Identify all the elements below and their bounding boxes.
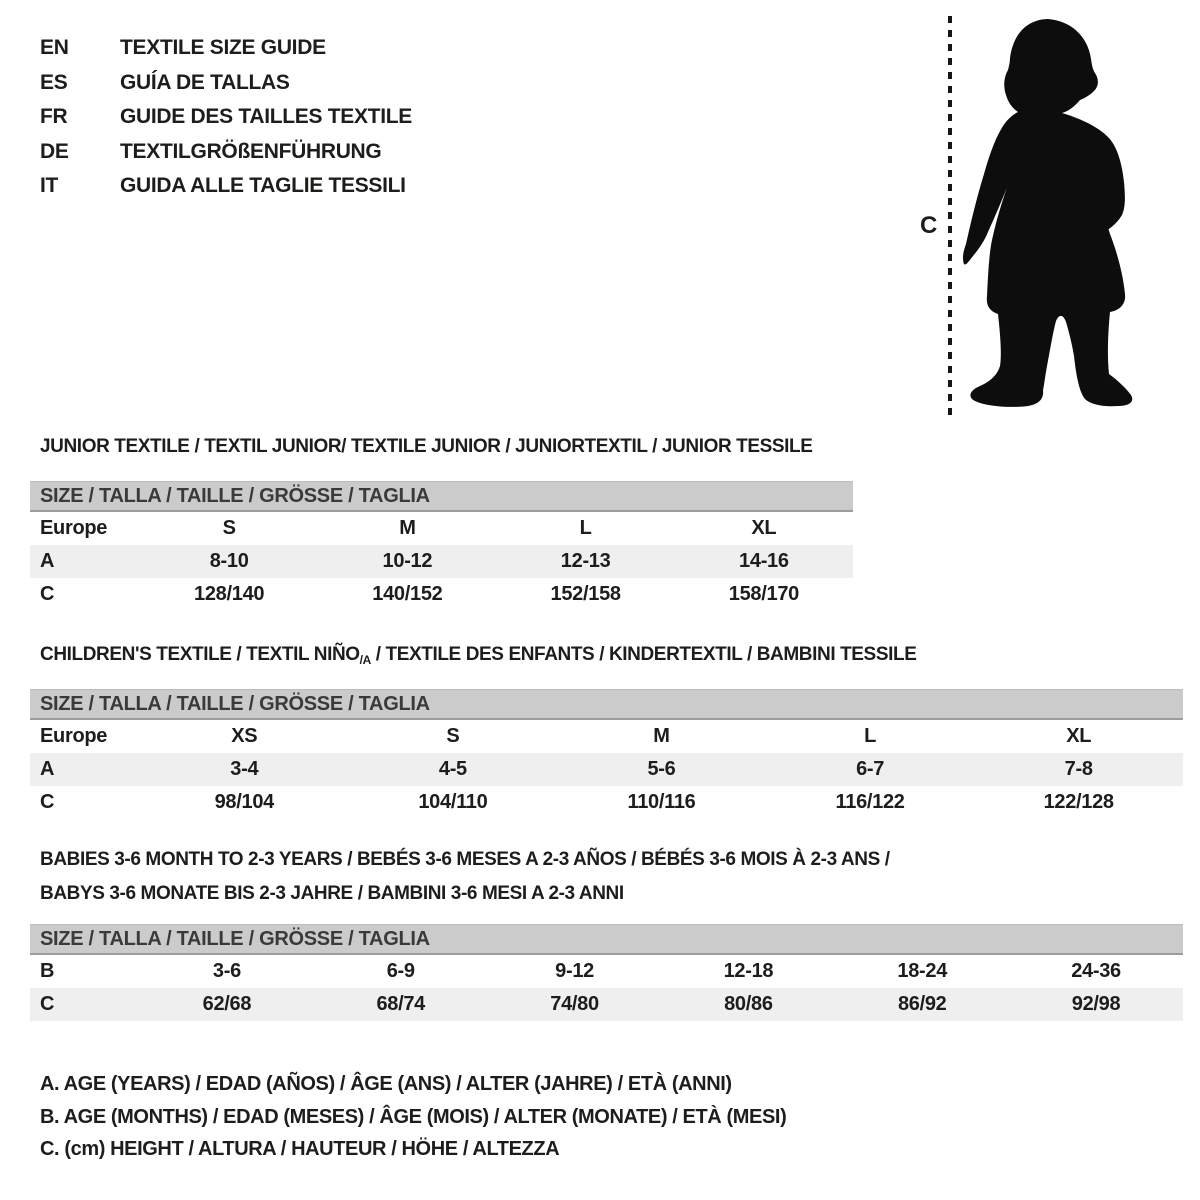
size-header-bar: SIZE / TALLA / TAILLE / GRÖSSE / TAGLIA — [30, 924, 1183, 955]
language-row-es — [40, 66, 412, 101]
row-label: C — [40, 583, 55, 605]
language-row-de — [40, 135, 412, 170]
language-code: ES — [40, 70, 68, 94]
size-cell: L — [864, 725, 877, 747]
height-cell: 152/158 — [550, 583, 621, 605]
table-row-europe — [30, 720, 1183, 753]
table-row-height — [30, 578, 853, 611]
size-cell: XL — [1066, 725, 1092, 747]
row-label: A — [40, 758, 55, 780]
size-header-bar: SIZE / TALLA / TAILLE / GRÖSSE / TAGLIA — [30, 481, 853, 512]
language-list — [40, 31, 412, 204]
age-cell: 12-13 — [560, 550, 611, 572]
height-cell: 92/98 — [1071, 993, 1121, 1015]
age-cell: 10-12 — [382, 550, 433, 572]
language-label: GUIDE DES TAILLES TEXTILE — [120, 105, 412, 128]
height-cell: 104/110 — [418, 791, 488, 813]
language-row-it — [40, 169, 412, 204]
height-cell: 80/86 — [724, 993, 773, 1015]
size-cell: M — [653, 725, 670, 747]
months-cell: 6-9 — [386, 960, 415, 982]
language-code: EN — [40, 36, 69, 59]
height-cell: 116/122 — [835, 791, 905, 813]
height-cell: 98/104 — [214, 791, 274, 813]
language-row-fr — [40, 100, 412, 135]
months-cell: 18-24 — [897, 960, 948, 982]
age-cell: 14-16 — [739, 550, 789, 572]
table-row-height — [30, 786, 1183, 819]
age-cell: 3-4 — [230, 758, 259, 780]
toddler-silhouette-icon — [958, 14, 1140, 416]
measure-label-c: C — [920, 212, 938, 239]
height-measure-dashed-line — [948, 16, 952, 416]
size-cell: S — [446, 725, 460, 747]
language-label: GUÍA DE TALLAS — [120, 70, 290, 94]
row-label: B — [40, 960, 55, 982]
size-header-bar: SIZE / TALLA / TAILLE / GRÖSSE / TAGLIA — [30, 689, 1183, 720]
row-label: C — [40, 791, 55, 813]
children-title-suffix: / TEXTILE DES ENFANTS / KINDERTEXTIL / BAMBINI TESSILE — [370, 644, 917, 665]
months-cell: 9-12 — [555, 960, 594, 982]
height-cell: 158/170 — [728, 583, 799, 605]
legend-line-age-years: A. AGE (YEARS) / EDAD (AÑOS) / ÂGE (ANS) / ALTER (JAHRE) / ETÀ (ANNI) — [40, 1073, 732, 1095]
table-row-age — [30, 545, 853, 578]
months-cell: 12-18 — [723, 960, 774, 982]
children-title-prefix: CHILDREN'S TEXTILE / TEXTIL NIÑO — [40, 644, 360, 665]
language-code: IT — [40, 174, 59, 197]
language-code: FR — [40, 105, 68, 128]
language-label: GUIDA ALLE TAGLIE TESSILI — [120, 174, 406, 197]
height-cell: 122/128 — [1043, 791, 1114, 813]
months-cell: 24-36 — [1071, 960, 1121, 982]
table-row-months — [30, 955, 1183, 988]
table-row-europe — [30, 512, 853, 545]
age-cell: 8-10 — [209, 550, 249, 572]
height-cell: 140/152 — [372, 583, 443, 605]
height-cell: 110/116 — [627, 791, 696, 813]
size-cell: XL — [751, 517, 777, 539]
junior-size-table — [30, 481, 853, 611]
legend — [40, 1068, 786, 1166]
height-cell: 68/74 — [376, 993, 426, 1015]
height-cell: 74/80 — [550, 993, 599, 1015]
language-label: TEXTILGRÖßENFÜHRUNG — [120, 139, 382, 163]
table-row-height — [30, 988, 1183, 1021]
language-code: DE — [40, 139, 69, 163]
size-cell: S — [222, 517, 236, 539]
height-cell: 86/92 — [897, 993, 947, 1015]
row-label: C — [40, 993, 55, 1015]
babies-section-title-line1: BABIES 3-6 MONTH TO 2-3 YEARS / BEBÉS 3-6 MESES A 2-3 AÑOS / BÉBÉS 3-6 MOIS À 2-3 ANS / — [40, 849, 890, 870]
children-section-title — [40, 644, 916, 667]
age-cell: 7-8 — [1064, 758, 1093, 780]
row-label: Europe — [40, 517, 108, 539]
language-label: TEXTILE SIZE GUIDE — [120, 36, 326, 59]
size-cell: L — [579, 517, 592, 539]
language-row-en — [40, 31, 412, 66]
junior-section-title: JUNIOR TEXTILE / TEXTIL JUNIOR/ TEXTILE JUNIOR / JUNIORTEXTIL / JUNIOR TESSILE — [40, 436, 813, 457]
children-title-subscript: /A — [359, 653, 371, 667]
age-cell: 5-6 — [647, 758, 676, 780]
babies-size-table — [30, 924, 1183, 1021]
months-cell: 3-6 — [212, 960, 241, 982]
height-cell: 128/140 — [194, 583, 265, 605]
legend-line-height: C. (cm) HEIGHT / ALTURA / HAUTEUR / HÖHE / ALTEZZA — [40, 1138, 560, 1160]
age-cell: 6-7 — [856, 758, 885, 780]
row-label: Europe — [40, 725, 108, 747]
size-cell: XS — [231, 725, 258, 747]
children-size-table — [30, 689, 1183, 819]
table-row-age — [30, 753, 1183, 786]
height-cell: 62/68 — [202, 993, 252, 1015]
row-label: A — [40, 550, 55, 572]
size-cell: M — [399, 517, 416, 539]
age-cell: 4-5 — [438, 758, 467, 780]
legend-line-age-months: B. AGE (MONTHS) / EDAD (MESES) / ÂGE (MOIS) / ALTER (MONATE) / ETÀ (MESI) — [40, 1105, 787, 1128]
babies-section-title-line2: BABYS 3-6 MONATE BIS 2-3 JAHRE / BAMBINI 3-6 MESI A 2-3 ANNI — [40, 883, 624, 904]
